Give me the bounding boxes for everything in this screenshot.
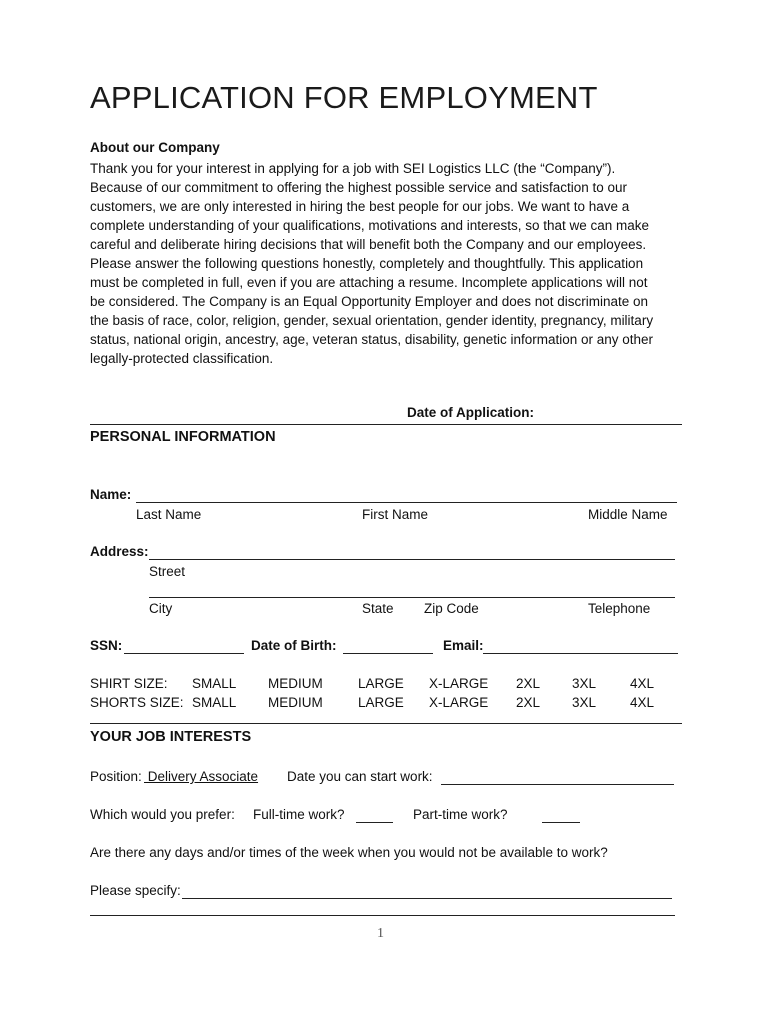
about-line: must be completed in full, even if you are attaching a resume. Incomplete applications will not <box>90 275 648 290</box>
about-line: the basis of race, color, religion, gender, sexual orientation, gender identity, pregnancy, military <box>90 313 654 328</box>
street-field[interactable] <box>149 559 675 560</box>
shirt-size-3xl[interactable]: 3XL <box>572 676 597 691</box>
availability-question: Are there any days and/or times of the week when you would not be available to work? <box>90 845 608 860</box>
shorts-size-medium[interactable]: MEDIUM <box>268 695 323 710</box>
shirt-size-small[interactable]: SMALL <box>192 676 237 691</box>
shirt-size-label: SHIRT SIZE: <box>90 676 168 691</box>
about-line: Thank you for your interest in applying for a job with SEI Logistics LLC (the “Company”). <box>90 161 616 176</box>
job-interests-heading: YOUR JOB INTERESTS <box>90 729 252 745</box>
shorts-size-xlarge[interactable]: X-LARGE <box>429 695 489 710</box>
about-paragraph <box>90 159 690 368</box>
specify-field[interactable] <box>182 898 672 899</box>
start-date-label: Date you can start work: <box>287 769 433 784</box>
about-line: status, national origin, ancestry, age, veteran status, disability, genetic information or any other <box>90 332 654 347</box>
shirt-size-4xl[interactable]: 4XL <box>630 676 655 691</box>
email-field[interactable] <box>483 653 678 654</box>
about-line: customers, we are only interested in hiring the best people for our jobs. We want to have a <box>90 199 630 214</box>
name-field[interactable] <box>136 502 677 503</box>
parttime-label: Part-time work? <box>413 807 508 822</box>
about-line: be considered. The Company is an Equal Opportunity Employer and does not discriminate on <box>90 294 649 309</box>
shorts-size-large[interactable]: LARGE <box>358 695 404 710</box>
city-caption: City <box>149 601 173 616</box>
section-divider <box>90 424 682 425</box>
fulltime-label: Full-time work? <box>253 807 345 822</box>
shorts-size-4xl[interactable]: 4XL <box>630 695 655 710</box>
ssn-field[interactable] <box>124 653 244 654</box>
last-name-caption: Last Name <box>136 507 202 522</box>
shorts-size-2xl[interactable]: 2XL <box>516 695 541 710</box>
specify-label: Please specify: <box>90 883 181 898</box>
city-state-zip-field[interactable] <box>149 597 675 598</box>
shorts-size-3xl[interactable]: 3XL <box>572 695 597 710</box>
about-heading: About our Company <box>90 140 220 155</box>
specify-field-line-2[interactable] <box>90 915 675 916</box>
shirt-size-2xl[interactable]: 2XL <box>516 676 541 691</box>
shirt-size-large[interactable]: LARGE <box>358 676 404 691</box>
page-number: 1 <box>377 926 384 941</box>
state-caption: State <box>362 601 394 616</box>
dob-field[interactable] <box>343 653 433 654</box>
fulltime-field[interactable] <box>356 822 393 823</box>
ssn-label: SSN: <box>90 638 123 653</box>
date-of-application-label: Date of Application: <box>407 405 534 420</box>
page-title: APPLICATION FOR EMPLOYMENT <box>90 80 598 115</box>
middle-name-caption: Middle Name <box>588 507 668 522</box>
start-date-field[interactable] <box>441 784 674 785</box>
zip-caption: Zip Code <box>424 601 479 616</box>
address-label: Address: <box>90 544 149 559</box>
street-caption: Street <box>149 564 186 579</box>
shorts-size-small[interactable]: SMALL <box>192 695 237 710</box>
about-line: Because of our commitment to offering the highest possible service and satisfaction to our <box>90 180 628 195</box>
parttime-field[interactable] <box>542 822 580 823</box>
about-line: legally-protected classification. <box>90 351 274 366</box>
section-divider <box>90 723 682 724</box>
prefer-label: Which would you prefer: <box>90 807 235 822</box>
shirt-size-xlarge[interactable]: X-LARGE <box>429 676 489 691</box>
shorts-size-label: SHORTS SIZE: <box>90 695 184 710</box>
position-label: Position: <box>90 769 142 784</box>
about-line: Please answer the following questions honestly, completely and thoughtfully. This application <box>90 256 644 271</box>
dob-label: Date of Birth: <box>251 638 337 653</box>
personal-info-heading: PERSONAL INFORMATION <box>90 429 276 445</box>
about-line: complete understanding of your qualifications, motivations and interests, so that we can make <box>90 218 650 233</box>
telephone-caption: Telephone <box>588 601 651 616</box>
email-label: Email: <box>443 638 484 653</box>
name-label: Name: <box>90 487 132 502</box>
first-name-caption: First Name <box>362 507 429 522</box>
position-value[interactable]: Delivery Associate <box>144 769 259 784</box>
about-line: careful and deliberate hiring decisions that will benefit both the Company and our employees. <box>90 237 647 252</box>
shirt-size-medium[interactable]: MEDIUM <box>268 676 323 691</box>
